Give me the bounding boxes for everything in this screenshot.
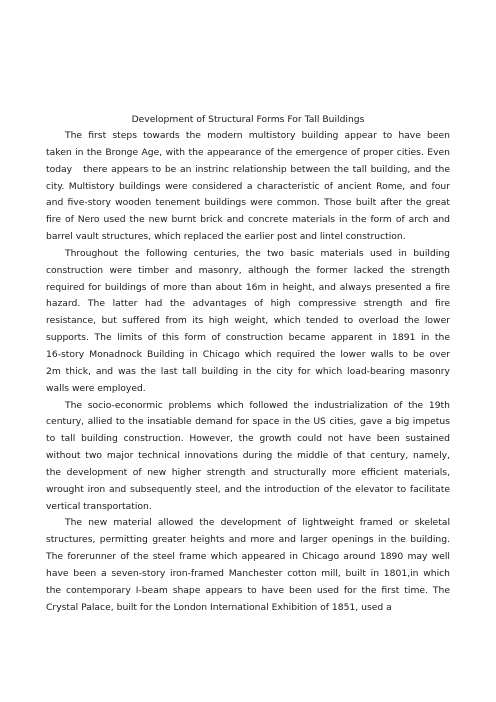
text-line: have been a seven-story iron-framed Manchester cotton mill, built in 1801,in which bbox=[46, 567, 450, 579]
text-line: The first steps towards the modern multistory building appear to have been bbox=[65, 130, 450, 141]
text-line: and five-story wooden tenement buildings were common. Those built after the great bbox=[46, 197, 450, 209]
text-line: hazard. The latter had the advantages of high compressive strength and fire bbox=[46, 298, 450, 310]
text-line: the contemporary I-beam shape appears to have been used for the first time. The bbox=[46, 584, 450, 596]
text-line: without two major technical innovations during the middle of that century, namely, bbox=[46, 450, 450, 462]
text-line: city. Multistory buildings were considered a characteristic of ancient Rome, and four bbox=[46, 180, 450, 192]
text-line: construction were timber and masonry, although the former lacked the strength bbox=[46, 264, 450, 276]
text-line: Throughout the following centuries, the two basic materials used in building bbox=[65, 247, 450, 259]
text-line: walls were employed. bbox=[46, 382, 146, 394]
text-line: fire of Nero used the new burnt brick and concrete materials in the form of arch and bbox=[46, 214, 450, 226]
text-line: The forerunner of the steel frame which appeared in Chicago around 1890 may well bbox=[46, 551, 450, 563]
text-line: 16-story Monadnock Building in Chicago which required the lower walls to be over bbox=[46, 348, 450, 360]
text-line: Crystal Palace, built for the London International Exhibition of 1851, used a bbox=[46, 601, 392, 613]
text-line: barrel vault structures, which replaced the earlier post and lintel construction. bbox=[46, 231, 406, 243]
document-body bbox=[46, 128, 450, 616]
text-line: structures, permitting greater heights and more and larger openings in the building. bbox=[46, 534, 450, 546]
text-line: supports. The limits of this form of construction became apparent in 1891 in the bbox=[46, 332, 450, 344]
text-line: the development of new higher strength and structurally more efficient materials, bbox=[46, 466, 450, 478]
text-line: vertical transportation. bbox=[46, 500, 152, 512]
text-line: The socio-econormic problems which followed the industrialization of the 19th bbox=[65, 399, 450, 411]
text-line: century, allied to the insatiable demand for space in the US cities, gave a big impetus bbox=[46, 416, 450, 428]
text-line: resistance, but suffered from its high weight, which tended to overload the lower bbox=[46, 315, 450, 327]
text-line: taken in the Bronge Age, with the appearance of the emergence of proper cities. Even bbox=[46, 146, 450, 158]
document-title: Development of Structural Forms For Tall Buildings bbox=[131, 114, 365, 125]
text-line: today there appears to be an instrinc relationship between the tall building, and the bbox=[46, 163, 450, 175]
text-line: to tall building construction. However, the growth could not have been sustained bbox=[46, 433, 450, 445]
text-line: The new material allowed the development of lightweight framed or skeletal bbox=[65, 517, 450, 529]
text-line: required for buildings of more than about 16m in height, and always presented a fire bbox=[46, 281, 450, 293]
text-line: wrought iron and subsequently steel, and the introduction of the elevator to facilitate bbox=[46, 483, 450, 495]
text-line: 2m thick, and was the last tall building in the city for which load-bearing masonry bbox=[46, 365, 450, 377]
